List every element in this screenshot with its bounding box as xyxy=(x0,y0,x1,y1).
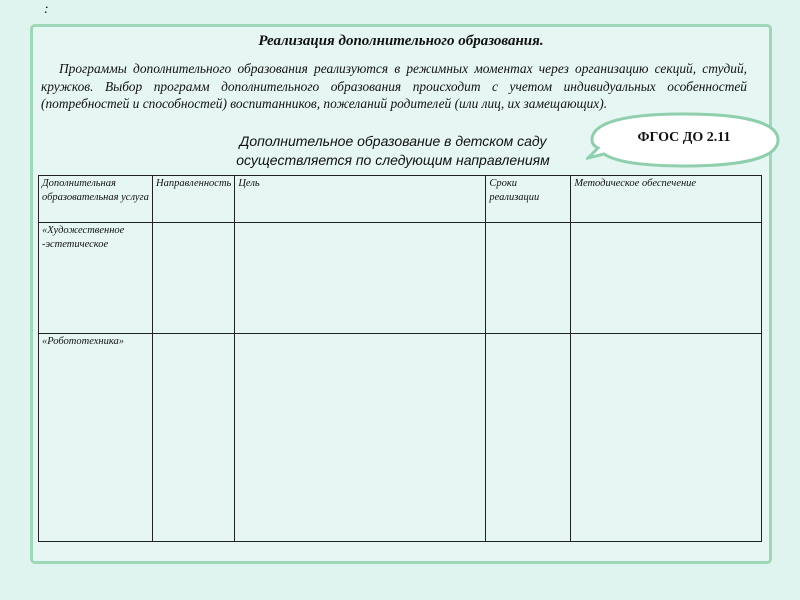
table-row xyxy=(39,223,762,334)
page-title: Реализация дополнительного образования. xyxy=(258,33,544,49)
services-table xyxy=(38,175,762,542)
cell-direction xyxy=(153,334,235,542)
header-period: Сроки реализации xyxy=(486,176,571,223)
table-header-row xyxy=(39,176,762,223)
subtitle-line-2: осуществляется по следующим направлениям xyxy=(236,152,550,168)
cell-support xyxy=(571,223,762,334)
cell-service: «Робототехника» xyxy=(39,334,153,542)
cell-goal xyxy=(235,223,486,334)
cell-service: «Художественное -эстетическое xyxy=(39,223,153,334)
header-support: Методическое обеспечение xyxy=(571,176,762,223)
directions-subtitle xyxy=(193,132,593,170)
intro-paragraph: Программы дополнительного образования реализуются в режимных моментах через организацию секций, студий, кружков. Выбор программ дополнительного образования происходит с учетом индивидуальных особенностей (потребностей и способностей) воспитанников, пожеланий родителей (или лиц, их замещающих). xyxy=(41,61,747,111)
subtitle-line-1: Дополнительное образование в детском саду xyxy=(239,133,547,149)
header-direction: Направленность xyxy=(153,176,235,223)
cell-direction xyxy=(153,223,235,334)
header-goal: Цель xyxy=(235,176,486,223)
table-row xyxy=(39,334,762,542)
callout-label: ФГОС ДО 2.11 xyxy=(637,130,731,145)
cell-support xyxy=(571,334,762,542)
slide-colon: : xyxy=(44,2,49,17)
fgos-callout xyxy=(586,112,782,168)
cell-period xyxy=(486,223,571,334)
cell-goal xyxy=(235,334,486,542)
cell-period xyxy=(486,334,571,542)
header-service: Дополнительная образовательная услуга xyxy=(39,176,153,223)
content-panel xyxy=(30,24,772,564)
